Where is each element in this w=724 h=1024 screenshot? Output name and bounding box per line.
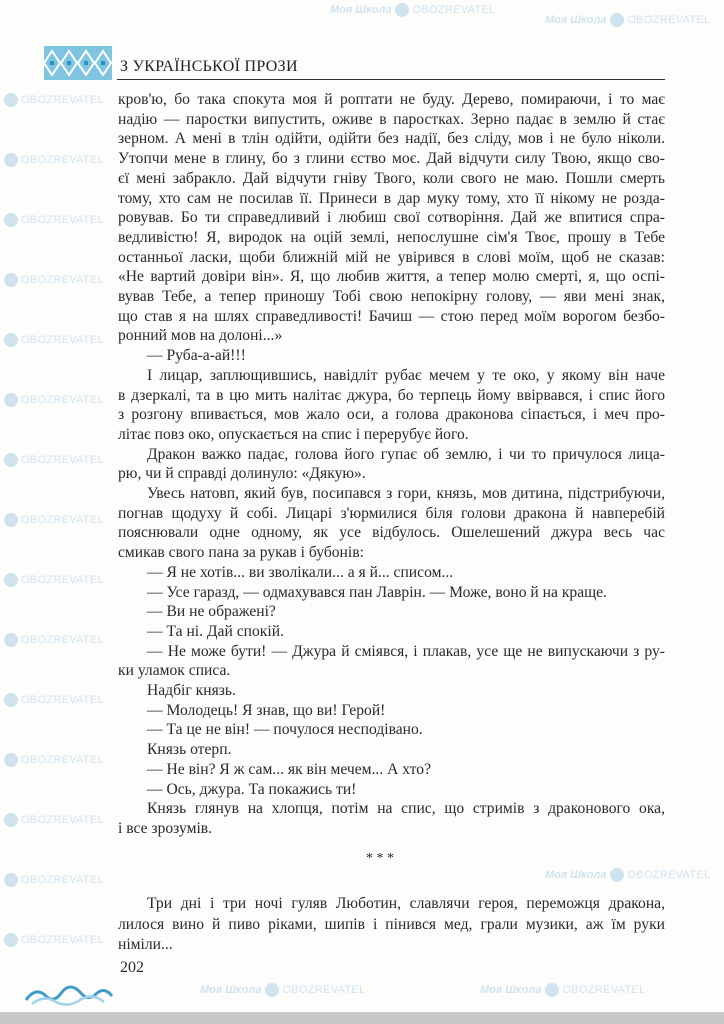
text-line: Князь отерп. <box>147 741 232 759</box>
watermark-brand: OBOZREVATEL <box>21 274 104 286</box>
watermark <box>4 392 104 408</box>
watermark-brand: OBOZREVATEL <box>21 694 104 706</box>
watermark-brand: OBOZREVATEL <box>412 4 496 16</box>
watermark <box>4 692 104 708</box>
watermark <box>4 512 104 528</box>
watermark-brand: OBOZREVATEL <box>562 984 646 996</box>
text-line: ки уламок списа. <box>118 662 231 680</box>
text-line: смикав свого пана за рукав і бубонів: <box>118 544 364 562</box>
watermark-logo-icon <box>545 983 559 997</box>
text-line: надію — паростки випустить, оживе в паростках. Зерно падає в землю й стає <box>118 110 665 128</box>
watermark <box>545 12 710 28</box>
watermark-brand: OBOZREVATEL <box>21 154 104 166</box>
watermark-logo-icon <box>265 983 279 997</box>
watermark-logo-icon <box>4 933 18 947</box>
text-line: кров'ю, бо така спокута моя й роптати не буду. Дерево, помираючи, і то має <box>118 91 665 108</box>
text-line: — Молодець! Я знав, що ви! Герой! <box>147 701 386 719</box>
watermark <box>4 752 104 768</box>
watermark-brand: OBOZREVATEL <box>21 874 104 886</box>
text-line: — Я не хотів... ви зволікали... а я й... списом... <box>147 563 454 581</box>
watermark-logo-icon <box>4 273 18 287</box>
text-line: з розгону впивається, мов жало оси, а голова драконова сіпається, і меч про- <box>118 406 665 424</box>
watermark-logo-icon <box>4 693 18 707</box>
watermark <box>330 2 495 18</box>
watermark-school: Моя Школа <box>200 984 262 996</box>
text-line: ронний мов на долоні...» <box>118 327 283 345</box>
text-line: — Усе гаразд, — одмахувався пан Лаврін. — Може, воно й на краще. <box>147 583 607 601</box>
watermark-brand: OBOZREVATEL <box>21 754 104 766</box>
text-line: і все зрозумів. <box>118 819 213 837</box>
watermark-brand: OBOZREVATEL <box>21 454 104 466</box>
text-line: єї мені забракло. Дай відчути гніву Твого, коли свого не маю. Пошли смерть <box>118 169 665 187</box>
watermark-school: Моя Школа <box>330 4 392 16</box>
watermark <box>4 92 104 108</box>
watermark <box>480 982 645 998</box>
watermark-brand: OBOZREVATEL <box>21 934 104 946</box>
watermark-brand: OBOZREVATEL <box>21 574 104 586</box>
watermark-brand: OBOZREVATEL <box>627 14 711 26</box>
watermark <box>4 152 104 168</box>
watermark <box>4 572 104 588</box>
text-line: рю, чи й справді долинуло: «Дякую». <box>118 465 366 483</box>
watermark-logo-icon <box>4 213 18 227</box>
watermark-logo-icon <box>4 573 18 587</box>
text-line: — Не може бути! — Джура й сміявся, і плакав, усе ще не випускаючи з ру- <box>147 642 665 660</box>
text-line: — Ось, джура. Та покажись ти! <box>147 780 357 798</box>
watermark-brand: OBOZREVATEL <box>21 634 104 646</box>
text-line: ведливістю! Я, виродок на оцій землі, непослушне сім'я Твоє, прошу в Тебе <box>118 228 665 246</box>
text-line: зерном. А мені в тлін одійти, одійти без надії, без сліду, мов і не було ніколи. <box>118 130 665 148</box>
watermark-logo-icon <box>610 13 624 27</box>
watermark-brand: OBOZREVATEL <box>21 514 104 526</box>
watermark <box>4 272 104 288</box>
text-line: — Ви не ображені? <box>147 603 276 621</box>
text-line: — Руба-а-ай!!! <box>147 347 246 365</box>
wave-ornament-icon <box>24 980 114 1008</box>
watermark-logo-icon <box>4 393 18 407</box>
text-line: пояснювали одне одному, як усе відбулось. Ошелешений джура весь час <box>118 524 665 542</box>
text-line: «Не вартий довіри він». Я, що любив життя, а тепер молю смерті, я, що оспі- <box>118 268 665 286</box>
watermark-logo-icon <box>610 868 624 882</box>
section-separator: * * * <box>366 851 394 866</box>
watermark <box>545 867 710 883</box>
watermark-logo-icon <box>4 633 18 647</box>
text-line: тому, хто сам не посилав її. Принеси в дар муку тому, хто її нікому не розда- <box>118 189 665 207</box>
text-line: І лицар, заплющившись, навідліт рубає мечем у те око, у якому він наче <box>147 366 665 384</box>
page-number: 202 <box>120 959 144 976</box>
watermark-logo-icon <box>4 93 18 107</box>
text-line: Утопчи мене в глину, бо з глини єство моє. Дай відчути силу Твою, якщо сво- <box>118 150 665 168</box>
watermark <box>4 332 104 348</box>
text-line: — Та це не він! — почулося несподівано. <box>147 721 423 739</box>
watermark <box>4 212 104 228</box>
text-line: вував Тебе, а тепер приношу Тобі свою непокірну голову, — яви мені знак, <box>118 288 665 305</box>
watermark-logo-icon <box>395 3 409 17</box>
watermark-logo-icon <box>4 513 18 527</box>
text-line: літає повз око, опускається на спис і перерубує його. <box>118 425 469 443</box>
text-line: — Та ні. Дай спокій. <box>147 622 284 640</box>
watermark-logo-icon <box>4 753 18 767</box>
text-line: Князь глянув на хлопця, потім на спис, що стримів з драконового ока, <box>147 800 665 818</box>
text-line: в дзеркалі, та в цю мить налітає джура, бо терпець йому ввірвався, і спис його <box>118 386 665 404</box>
text-line: Три дні і три ночі гуляв Люботин, славлячи героя, переможця дракона, <box>147 895 665 912</box>
text-line: погнав щодуху й собі. Лицарі з'юрмилися біля голови дракона й навперебій <box>118 504 665 522</box>
watermark-school: Моя Школа <box>545 869 607 881</box>
text-line: що став я на шлях справедливості! Бачиш — стою перед моїм ворогом безбо- <box>118 307 665 325</box>
watermark-logo-icon <box>4 453 18 467</box>
watermark-brand: OBOZREVATEL <box>627 869 711 881</box>
text-line: німіли... <box>118 936 173 953</box>
watermark-school: Моя Школа <box>545 14 607 26</box>
watermark-logo-icon <box>4 813 18 827</box>
watermark <box>4 932 104 948</box>
watermark-brand: OBOZREVATEL <box>282 984 366 996</box>
watermark-logo-icon <box>4 333 18 347</box>
text-line: — Не він? Я ж сам... як він мечем... А хто? <box>147 760 432 778</box>
text-line: Дракон важко падає, голова його гупає об землю, і чи то причулося лица- <box>147 445 665 463</box>
text-line: Увесь натовп, який був, посипався з гори, князь, мов дитина, підстрибуючи, <box>147 485 665 502</box>
watermark-brand: OBOZREVATEL <box>21 814 104 826</box>
header-ornament-icon <box>44 46 112 80</box>
watermark-brand: OBOZREVATEL <box>21 394 104 406</box>
text-line: останньої ласки, щоби ближній мій не увірився в слові моїм, щоб не сказав: <box>118 248 665 266</box>
watermark-brand: OBOZREVATEL <box>21 334 104 346</box>
watermark <box>4 812 104 828</box>
watermark-school: Моя Школа <box>480 984 542 996</box>
watermark-logo-icon <box>4 153 18 167</box>
watermark <box>4 452 104 468</box>
watermark <box>4 632 104 648</box>
watermark <box>200 982 365 998</box>
text-line: лилося вино й пиво ріками, шипів і пінився мед, грали музики, аж їм руки <box>118 915 665 933</box>
watermark-brand: OBOZREVATEL <box>21 214 104 226</box>
watermark-brand: OBOZREVATEL <box>21 94 104 106</box>
section-title: З УКРАЇНСЬКОЇ ПРОЗИ <box>120 58 298 75</box>
header-divider <box>117 79 665 80</box>
scan-bottom-edge <box>0 1012 724 1024</box>
text-line: ровував. Бо ти справедливий і любиш свої сотворіння. Дай же впитися спра- <box>118 209 665 227</box>
watermark <box>4 872 104 888</box>
text-line: Надбіг князь. <box>147 682 236 699</box>
watermark-logo-icon <box>4 873 18 887</box>
